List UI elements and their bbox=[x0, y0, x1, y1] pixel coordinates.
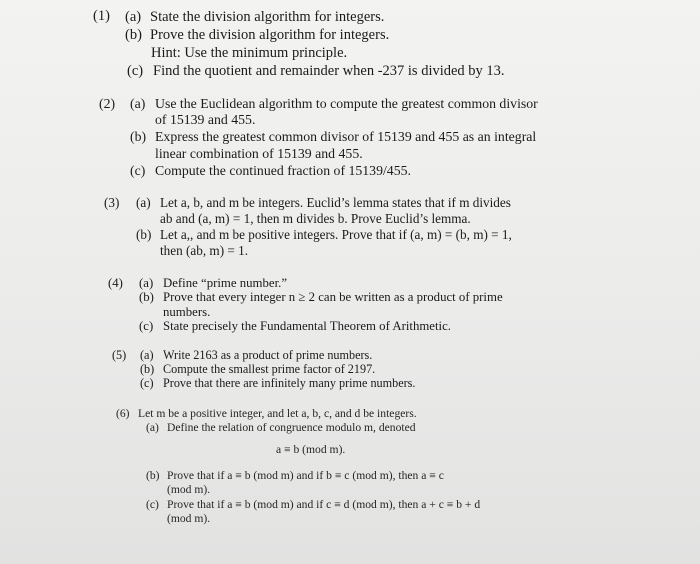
problem-1c-text: Find the quotient and remainder when -237 is divided by 13. bbox=[153, 63, 505, 79]
problem-6a-label: (a) bbox=[146, 421, 159, 434]
congruence-display: a ≡ b (mod m). bbox=[276, 443, 346, 456]
problem-6a-text: Define the relation of congruence modulo m, denoted bbox=[167, 421, 416, 434]
problem-1-number: (1) bbox=[93, 8, 110, 24]
problem-6c-text: Prove that if a ≡ b (mod m) and if c ≡ d (mod m), then a + c ≡ b + d bbox=[167, 498, 481, 511]
problem-2b-text: Express the greatest common divisor of 15139 and 455 as an integral bbox=[155, 129, 537, 144]
problem-3a-text: Let a, b, and m be integers. Euclid’s lemma states that if m divides bbox=[160, 195, 511, 210]
problem-2a-text: Use the Euclidean algorithm to compute the greatest common divisor bbox=[155, 96, 538, 111]
problem-5a-label: (a) bbox=[140, 348, 154, 362]
problem-3a-cont: ab and (a, m) = 1, then m divides b. Prove Euclid’s lemma. bbox=[160, 211, 471, 226]
problem-3b-label: (b) bbox=[136, 227, 152, 242]
problem-2c-label: (c) bbox=[130, 163, 146, 178]
problem-4a-label: (a) bbox=[139, 276, 154, 290]
problem-5b-text: Compute the smallest prime factor of 2197. bbox=[163, 362, 376, 376]
problem-4c-text: State precisely the Fundamental Theorem of Arithmetic. bbox=[163, 319, 451, 333]
problem-6c-label: (c) bbox=[146, 498, 159, 511]
problem-5c-text: Prove that there are infinitely many prime numbers. bbox=[163, 376, 416, 390]
problem-4b-text: Prove that every integer n ≥ 2 can be written as a product of prime bbox=[163, 290, 503, 304]
problem-6c-cont: (mod m). bbox=[167, 512, 211, 525]
problem-1b-label: (b) bbox=[125, 27, 142, 43]
problem-3-number: (3) bbox=[104, 195, 120, 210]
problem-2a-label: (a) bbox=[130, 96, 146, 111]
problem-2a-cont: of 15139 and 455. bbox=[155, 112, 256, 127]
problem-2-number: (2) bbox=[99, 96, 116, 111]
problem-6-number: (6) bbox=[116, 407, 130, 420]
problem-6-intro: Let m be a positive integer, and let a, b, c, and d be integers. bbox=[138, 407, 417, 420]
problem-6b-label: (b) bbox=[146, 469, 160, 482]
problem-4a-text: Define “prime number.” bbox=[163, 276, 288, 290]
problem-5b-label: (b) bbox=[140, 362, 155, 376]
problem-3b-cont: then (ab, m) = 1. bbox=[160, 243, 249, 258]
problem-5a-text: Write 2163 as a product of prime numbers. bbox=[163, 348, 373, 362]
problem-2b-label: (b) bbox=[130, 129, 147, 144]
problem-2b-cont: linear combination of 15139 and 455. bbox=[155, 146, 363, 161]
problem-6b-cont: (mod m). bbox=[167, 483, 211, 496]
problem-4b-label: (b) bbox=[139, 290, 154, 304]
problem-5c-label: (c) bbox=[140, 376, 154, 390]
problem-4-number: (4) bbox=[108, 276, 123, 290]
problem-4c-label: (c) bbox=[139, 319, 154, 333]
problem-1a-label: (a) bbox=[125, 9, 142, 25]
problem-3a-label: (a) bbox=[136, 195, 151, 210]
problem-1a-text: State the division algorithm for integers. bbox=[150, 9, 385, 25]
problem-1-hint: Hint: Use the minimum principle. bbox=[151, 45, 348, 61]
problem-5-number: (5) bbox=[112, 348, 127, 362]
problem-6b-text: Prove that if a ≡ b (mod m) and if b ≡ c (mod m), then a ≡ c bbox=[167, 469, 444, 482]
problem-1b-text: Prove the division algorithm for integers. bbox=[150, 27, 390, 43]
problem-3b-text: Let a,, and m be positive integers. Prove that if (a, m) = (b, m) = 1, bbox=[160, 227, 512, 242]
problem-2c-text: Compute the continued fraction of 15139/455. bbox=[155, 163, 411, 178]
problem-4b-cont: numbers. bbox=[163, 305, 211, 319]
problem-1c-label: (c) bbox=[127, 63, 144, 79]
